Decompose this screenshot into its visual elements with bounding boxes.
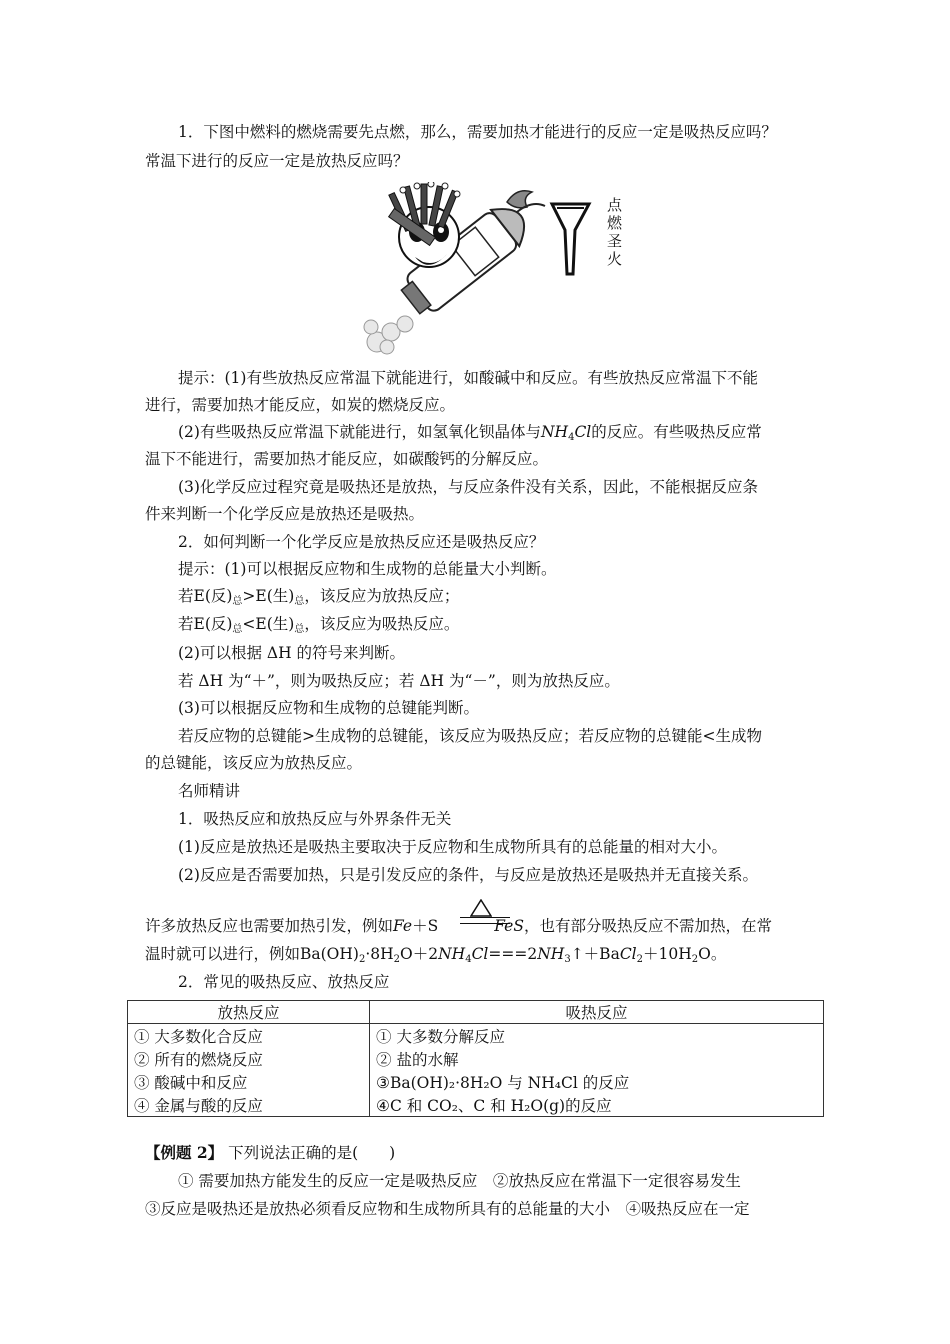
hint-2-line-7: 若反应物的总键能>生成物的总键能，该反应为吸热反应；若反应物的总键能<生成物 [178, 727, 762, 745]
hint-1-line-3: (2)有些吸热反应常温下就能进行，如氢氧化钡晶体与$NH_4Cl$的反应。有些吸热反应常 [178, 423, 762, 443]
table-cell: ① 大多数分解反应 [370, 1024, 824, 1048]
table-cell: ③Ba(OH)₂·8H₂O 与 NH₄Cl 的反应 [370, 1070, 824, 1093]
section-title: 名师精讲 [178, 782, 241, 800]
svg-text:燃: 燃 [607, 214, 623, 232]
teacher-point-1-a: (1)反应是放热还是吸热主要取决于反应物和生成物所具有的总能量的相对大小。 [178, 838, 727, 856]
hint-1-line-1: 提示：(1)有些放热反应常温下就能进行，如酸碱中和反应。有些放热反应常温下不能 [178, 369, 758, 387]
example-2-stem: 【例题 2】 下列说法正确的是( ) [145, 1143, 396, 1162]
hint-2-line-2: 若E(反)$_总>E$(生)$_总$，该反应为放热反应； [178, 587, 460, 607]
hint-2-line-8: 的总键能，该反应为放热反应。 [145, 754, 363, 772]
reaction-comparison-table [127, 1000, 824, 1117]
example-2-options-line-2: ③反应是吸热还是放热必须看反应物和生成物所具有的总能量的大小 ④吸热反应在一定 [145, 1200, 750, 1218]
teacher-line-5: 温时就可以进行，例如$Ba(OH)_2\cdot 8H_2O+2NH_4Cl===2NH_3↑+BaCl_2+10H_2O$。 [145, 945, 727, 965]
table-cell: ③ 酸碱中和反应 [128, 1070, 370, 1093]
question-2-title: 2．如何判断一个化学反应是放热反应还是吸热反应？ [178, 533, 545, 551]
table-cell: ④ 金属与酸的反应 [128, 1093, 370, 1117]
table-row [128, 1093, 824, 1117]
table-cell: ④C 和 CO₂、C 和 H₂O(g)的反应 [370, 1093, 824, 1117]
table-cell: ② 所有的燃烧反应 [128, 1047, 370, 1070]
teacher-point-2: 2．常见的吸热反应、放热反应 [178, 973, 390, 991]
table-header-row [128, 1001, 824, 1024]
table-cell: ② 盐的水解 [370, 1047, 824, 1070]
torch-lighting-illustration [357, 182, 627, 357]
table-row [128, 1047, 824, 1070]
hint-2-line-3: 若E(反)$_总<E$(生)$_总$，该反应为吸热反应。 [178, 615, 460, 635]
svg-text:圣: 圣 [607, 232, 623, 250]
hint-2-line-1: 提示：(1)可以根据反应物和生成物的总能量大小判断。 [178, 560, 557, 578]
table-header: 放热反应 [128, 1001, 370, 1024]
teacher-point-1: 1．吸热反应和放热反应与外界条件无关 [178, 810, 452, 828]
table-row [128, 1070, 824, 1093]
svg-text:点: 点 [607, 196, 623, 214]
question-1-line-1: 1．下图中燃料的燃烧需要先点燃，那么，需要加热才能进行的反应一定是吸热反应吗？ [178, 123, 777, 141]
hint-2-line-6: (3)可以根据反应物和生成物的总键能判断。 [178, 699, 479, 717]
table-header: 吸热反应 [370, 1001, 824, 1024]
svg-text:火: 火 [607, 250, 623, 268]
example-2-options-line-1: ① 需要加热方能发生的反应一定是吸热反应 ②放热反应在常温下一定很容易发生 [178, 1172, 741, 1190]
table-row [128, 1024, 824, 1048]
teacher-point-1-b: (2)反应是否需要加热，只是引发反应的条件，与反应是放热还是吸热并无直接关系。 [178, 866, 758, 884]
question-1-line-2: 常温下进行的反应一定是放热反应吗？ [145, 152, 409, 170]
hint-1-line-6: 件来判断一个化学反应是放热还是吸热。 [145, 505, 425, 523]
hint-1-line-4: 温下不能进行，需要加热才能反应，如碳酸钙的分解反应。 [145, 450, 549, 468]
hint-1-line-5: (3)化学反应过程究竟是吸热还是放热，与反应条件没有关系，因此，不能根据反应条 [178, 478, 758, 496]
table-cell: ① 大多数化合反应 [128, 1024, 370, 1048]
teacher-line-4: 许多放热反应也需要加热引发，例如Fe＋S FeS，也有部分吸热反应不需加热，在常 [145, 917, 772, 935]
hint-1-line-2: 进行，需要加热才能反应，如炭的燃烧反应。 [145, 396, 456, 414]
hint-2-line-4: (2)可以根据 ΔH 的符号来判断。 [178, 644, 406, 662]
hint-2-line-5: 若 ΔH 为“＋”，则为吸热反应；若 ΔH 为“－”，则为放热反应。 [178, 672, 620, 690]
